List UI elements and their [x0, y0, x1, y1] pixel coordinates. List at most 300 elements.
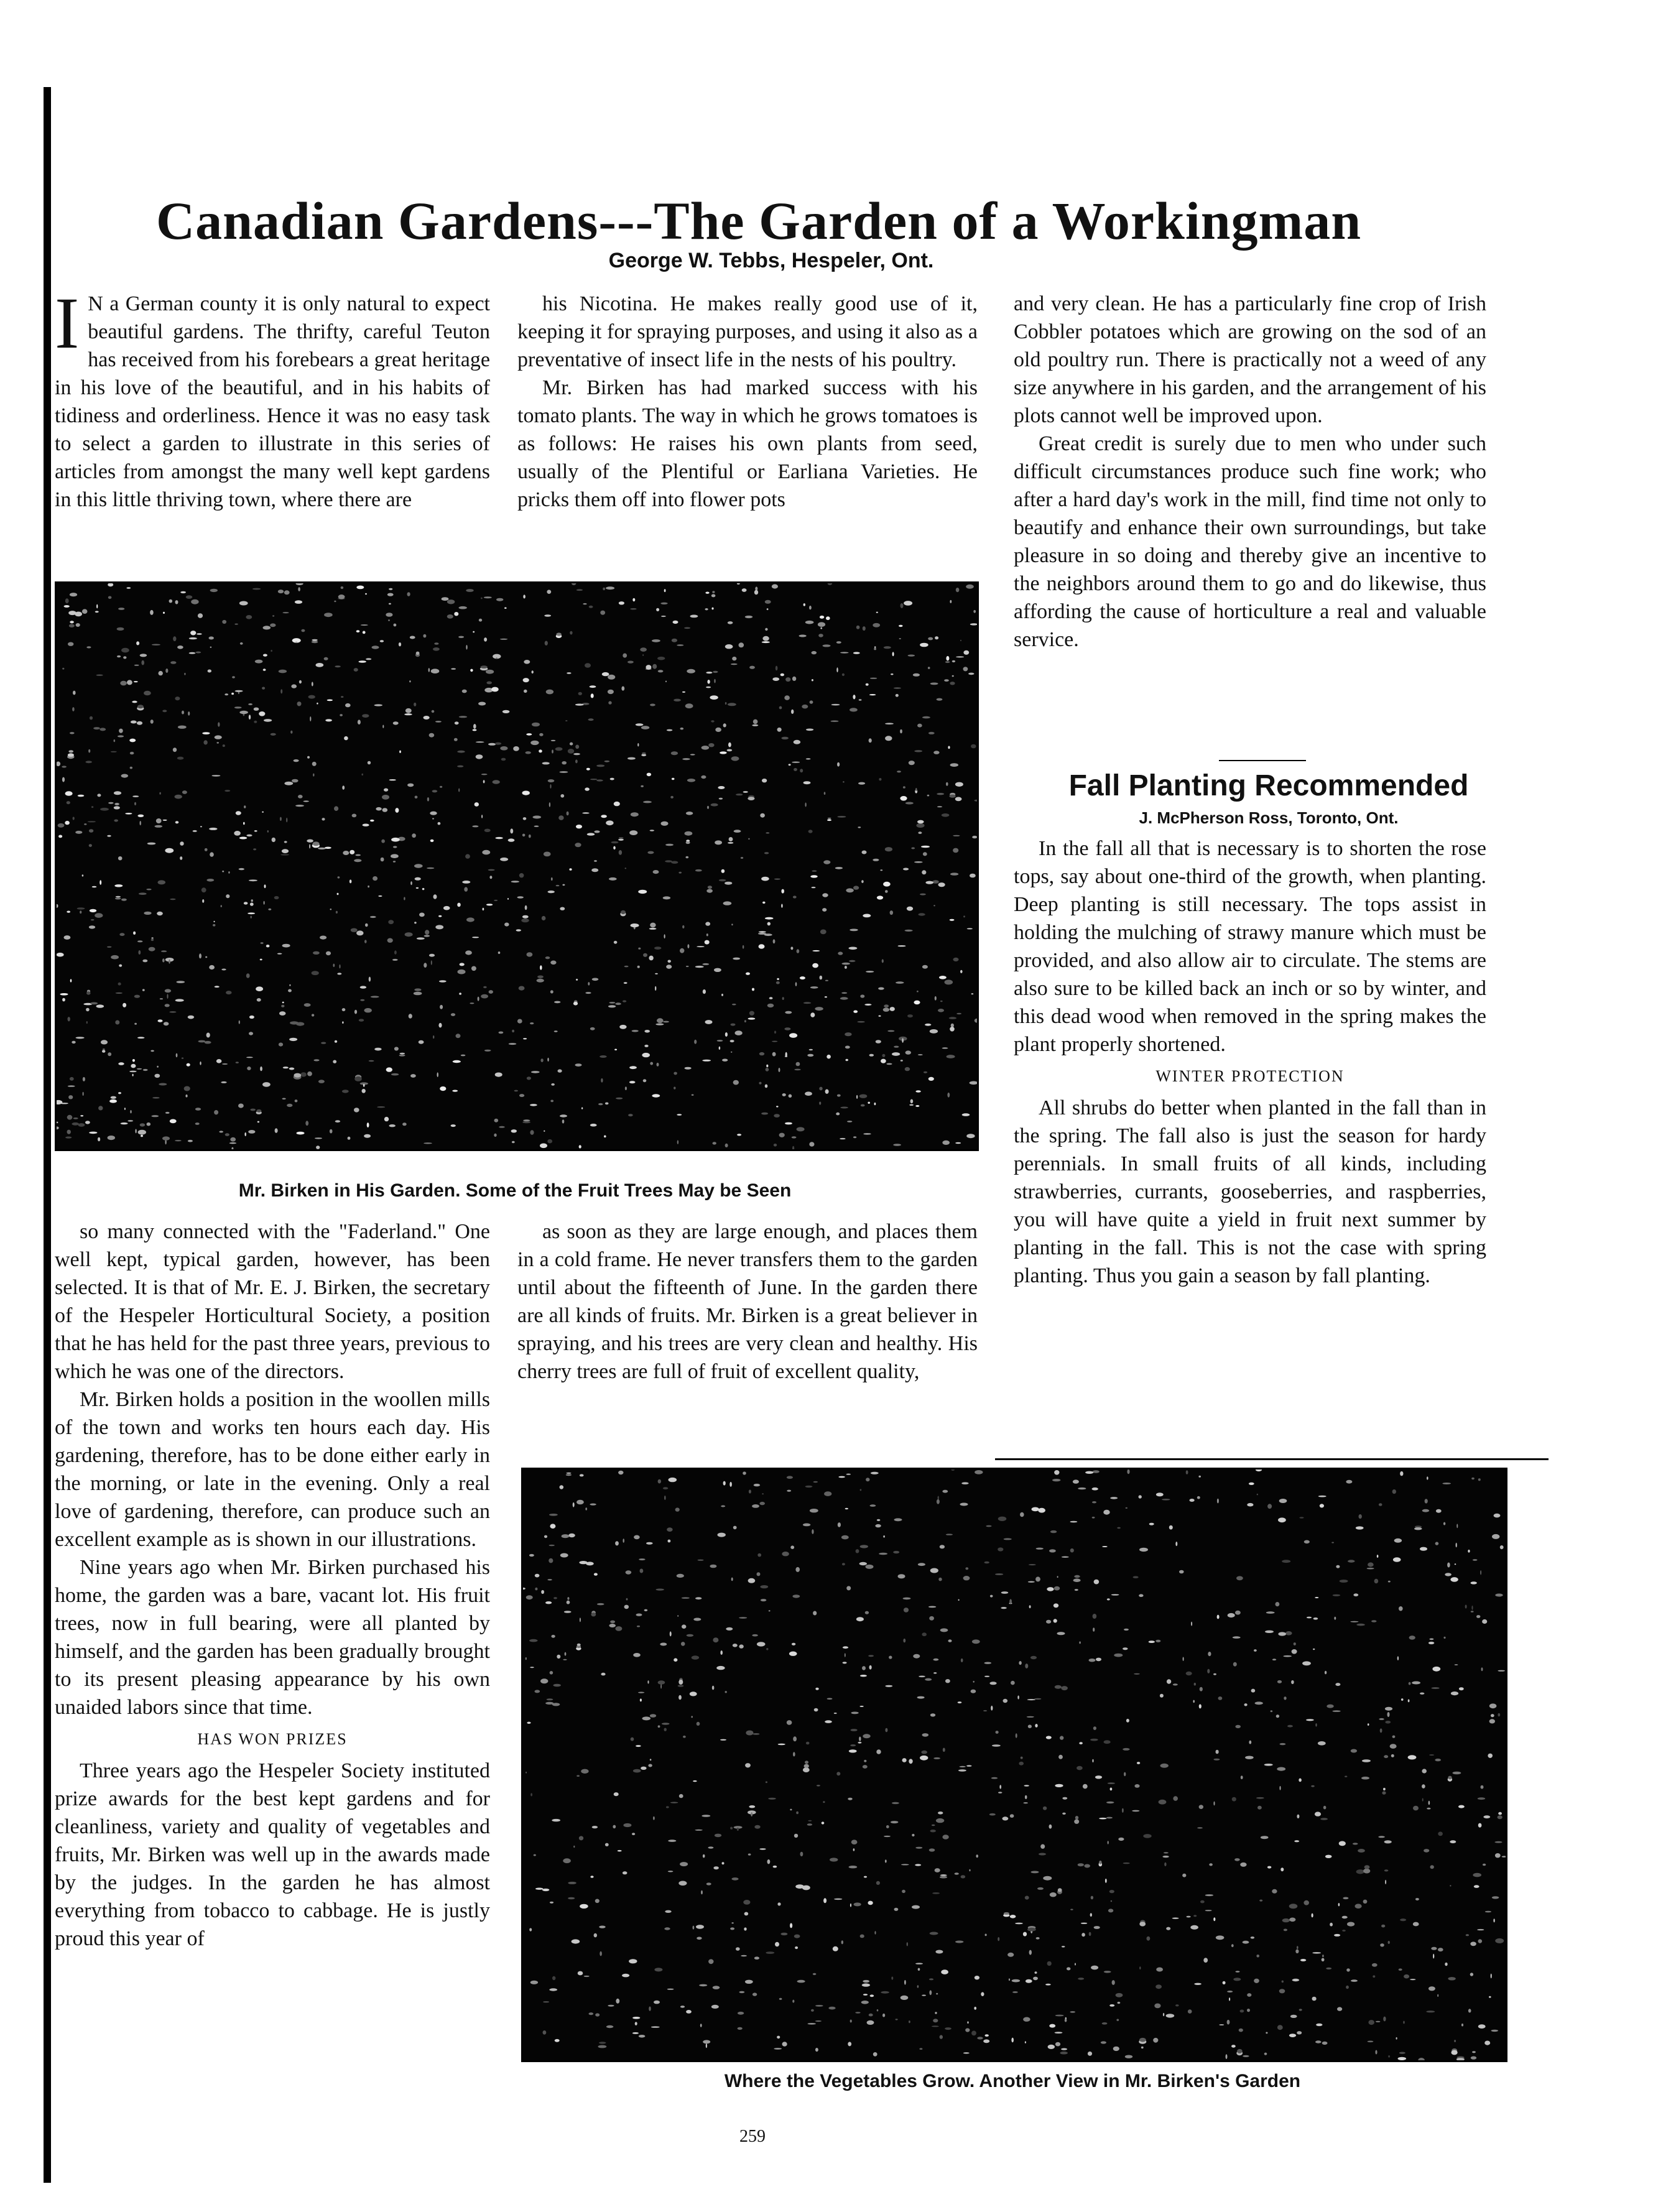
foliage-speck	[862, 1666, 866, 1670]
foliage-speck	[257, 998, 261, 1002]
foliage-speck	[530, 1667, 534, 1668]
foliage-speck	[754, 1825, 760, 1829]
foliage-speck	[712, 1686, 715, 1690]
foliage-speck	[1313, 1649, 1315, 1650]
foliage-speck	[866, 971, 874, 973]
foliage-speck	[1106, 1817, 1113, 1819]
foliage-speck	[826, 616, 830, 620]
foliage-speck	[640, 647, 647, 652]
foliage-speck	[1233, 1662, 1237, 1667]
foliage-speck	[797, 1980, 805, 1983]
foliage-speck	[900, 729, 902, 734]
foliage-speck	[1458, 1805, 1465, 1808]
foliage-speck	[1053, 1603, 1058, 1608]
photo-1-foliage	[57, 583, 977, 1149]
foliage-speck	[1292, 1649, 1297, 1654]
foliage-speck	[221, 905, 222, 907]
foliage-speck	[363, 631, 366, 634]
foliage-speck	[1266, 2032, 1267, 2034]
foliage-speck	[865, 1611, 869, 1614]
foliage-speck	[1188, 2009, 1192, 2014]
foliage-speck	[1400, 1918, 1406, 1921]
foliage-speck	[1208, 1652, 1211, 1656]
foliage-speck	[182, 1058, 183, 1059]
foliage-speck	[365, 593, 367, 595]
foliage-speck	[917, 820, 924, 824]
foliage-speck	[573, 1002, 578, 1006]
foliage-speck	[154, 1074, 160, 1078]
foliage-speck	[711, 720, 714, 723]
foliage-speck	[429, 954, 435, 957]
foliage-speck	[57, 953, 64, 957]
foliage-speck	[614, 941, 618, 944]
foliage-speck	[1216, 1935, 1225, 1940]
foliage-speck	[1070, 1548, 1074, 1553]
foliage-speck	[1374, 1579, 1379, 1584]
foliage-speck	[1095, 1775, 1102, 1779]
foliage-speck	[566, 1473, 571, 1474]
foliage-speck	[781, 737, 789, 739]
foliage-speck	[835, 867, 843, 869]
foliage-speck	[868, 1102, 870, 1104]
foliage-speck	[566, 1474, 572, 1476]
foliage-speck	[222, 620, 226, 624]
foliage-speck	[1093, 1627, 1095, 1632]
foliage-speck	[834, 1899, 842, 1900]
foliage-speck	[1413, 1806, 1419, 1811]
foliage-speck	[1474, 1885, 1479, 1888]
foliage-speck	[132, 1074, 134, 1076]
paragraph: Nine years ago when Mr. Birken purchased his home, the garden was a bare, vacant lot. His fruit trees, now in full bearing, were all planted by himself, and the garden has been gradually brought to its present pleasing appearance by his own unaided labors since that time.	[55, 1556, 490, 1719]
foliage-speck	[102, 1050, 105, 1052]
foliage-speck	[1265, 1631, 1274, 1633]
foliage-speck	[985, 2034, 989, 2037]
foliage-speck	[631, 923, 639, 927]
foliage-speck	[735, 1030, 743, 1035]
foliage-speck	[1468, 1550, 1470, 1553]
foliage-speck	[1183, 1657, 1184, 1661]
foliage-speck	[317, 703, 318, 705]
foliage-speck	[604, 761, 610, 762]
foliage-speck	[1110, 1497, 1118, 1499]
foliage-speck	[1489, 1703, 1497, 1708]
foliage-speck	[1009, 1599, 1012, 1603]
foliage-speck	[333, 1060, 336, 1063]
foliage-speck	[1247, 1993, 1251, 1997]
foliage-speck	[222, 1063, 228, 1065]
foliage-speck	[1194, 1983, 1202, 1985]
foliage-speck	[878, 988, 884, 990]
foliage-speck	[592, 978, 599, 981]
foliage-speck	[1132, 1810, 1139, 1812]
foliage-speck	[760, 1585, 768, 1588]
foliage-speck	[1137, 1762, 1140, 1764]
foliage-speck	[725, 644, 733, 649]
foliage-speck	[917, 1985, 919, 1988]
foliage-speck	[752, 1733, 759, 1735]
foliage-speck	[938, 1496, 939, 1499]
foliage-speck	[414, 992, 422, 996]
foliage-speck	[901, 1864, 909, 1865]
foliage-speck	[596, 779, 603, 781]
foliage-speck	[713, 1142, 716, 1144]
foliage-speck	[898, 1574, 905, 1578]
foliage-speck	[720, 1650, 723, 1655]
foliage-speck	[937, 793, 944, 795]
foliage-speck	[1428, 1642, 1434, 1644]
foliage-speck	[489, 876, 492, 879]
foliage-speck	[805, 621, 814, 624]
foliage-speck	[1155, 1640, 1160, 1642]
foliage-speck	[863, 1994, 868, 1996]
foliage-speck	[774, 2048, 782, 2050]
foliage-speck	[1327, 1705, 1333, 1708]
foliage-speck	[476, 754, 483, 759]
foliage-speck	[209, 828, 217, 830]
foliage-speck	[858, 1021, 865, 1023]
foliage-speck	[1368, 1723, 1369, 1726]
foliage-speck	[940, 2035, 943, 2038]
foliage-speck	[414, 864, 423, 868]
foliage-speck	[298, 795, 303, 798]
foliage-speck	[642, 1053, 650, 1057]
foliage-speck	[205, 1041, 211, 1044]
foliage-speck	[913, 1654, 920, 1659]
paragraph	[55, 282, 490, 514]
foliage-speck	[648, 1764, 652, 1767]
foliage-speck	[457, 751, 465, 753]
foliage-speck	[896, 981, 904, 984]
foliage-speck	[1282, 1918, 1290, 1922]
foliage-speck	[866, 1478, 869, 1481]
foliage-speck	[810, 875, 818, 877]
foliage-speck	[301, 629, 305, 632]
foliage-speck	[665, 844, 674, 846]
foliage-speck	[937, 806, 942, 807]
foliage-speck	[1453, 1772, 1461, 1775]
foliage-speck	[225, 790, 230, 792]
foliage-speck	[550, 1902, 553, 1904]
foliage-speck	[885, 847, 892, 851]
foliage-speck	[1408, 1755, 1417, 1759]
foliage-speck	[802, 705, 808, 709]
foliage-speck	[1249, 1483, 1254, 1485]
foliage-speck	[127, 680, 132, 685]
foliage-speck	[1187, 1916, 1191, 1918]
foliage-speck	[761, 877, 769, 881]
foliage-speck	[874, 1931, 876, 1935]
foliage-speck	[131, 721, 137, 724]
foliage-speck	[248, 703, 252, 705]
foliage-speck	[1109, 1890, 1114, 1893]
foliage-speck	[687, 1634, 694, 1637]
foliage-speck	[1133, 1576, 1139, 1578]
foliage-speck	[714, 679, 715, 683]
foliage-speck	[581, 1769, 588, 1774]
foliage-speck	[590, 1876, 593, 1878]
foliage-speck	[629, 1066, 637, 1069]
foliage-speck	[759, 1848, 766, 1849]
foliage-speck	[1001, 1591, 1009, 1594]
foliage-speck	[828, 818, 831, 819]
foliage-speck	[911, 847, 915, 849]
foliage-speck	[739, 1644, 743, 1648]
foliage-speck	[1139, 1966, 1141, 1969]
foliage-speck	[904, 1980, 906, 1985]
foliage-speck	[942, 813, 950, 817]
foliage-speck	[660, 603, 667, 604]
foliage-speck	[585, 787, 590, 790]
foliage-speck	[651, 2026, 660, 2027]
foliage-speck	[376, 807, 381, 811]
foliage-speck	[410, 1074, 416, 1078]
foliage-speck	[92, 886, 96, 888]
foliage-speck	[615, 1541, 619, 1545]
foliage-speck	[586, 768, 590, 770]
foliage-speck	[1243, 2055, 1249, 2057]
foliage-speck	[681, 1642, 685, 1646]
foliage-speck	[779, 706, 782, 710]
foliage-speck	[264, 884, 266, 888]
foliage-speck	[761, 1599, 766, 1601]
foliage-speck	[683, 1736, 686, 1738]
foliage-speck	[638, 890, 647, 894]
foliage-speck	[924, 1071, 927, 1073]
foliage-speck	[701, 1890, 703, 1895]
foliage-speck	[254, 830, 257, 832]
foliage-speck	[1062, 1797, 1067, 1800]
foliage-speck	[529, 1928, 532, 1931]
foliage-speck	[341, 586, 344, 589]
foliage-speck	[795, 1567, 800, 1572]
foliage-speck	[1294, 1642, 1296, 1645]
foliage-speck	[560, 771, 568, 773]
foliage-speck	[685, 703, 693, 708]
foliage-speck	[345, 703, 351, 707]
foliage-speck	[1104, 1740, 1111, 1744]
foliage-speck	[773, 1866, 777, 1868]
foliage-speck	[282, 1098, 286, 1100]
foliage-speck	[789, 764, 791, 766]
foliage-speck	[626, 1570, 632, 1574]
foliage-speck	[1356, 1869, 1364, 1874]
foliage-speck	[1409, 1636, 1415, 1640]
foliage-speck	[818, 622, 825, 627]
paragraph: Mr. Birken holds a position in the woollen mills of the town and works ten hours each day. His gardening, therefore, has to be done either early in the morning, or late in the evening. Only a real love of gardening, therefore, can produce such an excellent example as is shown in our illustrations.	[55, 1388, 490, 1551]
column-1-top	[55, 282, 490, 514]
photo-2-foliage	[523, 1469, 1506, 2060]
foliage-speck	[304, 1003, 311, 1007]
foliage-speck	[1073, 1479, 1079, 1483]
foliage-speck	[905, 802, 914, 805]
foliage-speck	[199, 953, 201, 958]
foliage-speck	[861, 2001, 869, 2004]
foliage-speck	[65, 791, 73, 796]
foliage-speck	[928, 1077, 934, 1081]
foliage-speck	[501, 758, 506, 761]
foliage-speck	[961, 1875, 966, 1878]
photo-1-caption: Mr. Birken in His Garden. Some of the Fruit Trees May be Seen	[238, 1180, 792, 1201]
foliage-speck	[130, 752, 134, 754]
foliage-speck	[62, 777, 65, 782]
foliage-speck	[609, 1002, 615, 1004]
foliage-speck	[189, 637, 197, 639]
foliage-speck	[613, 846, 616, 850]
foliage-speck	[782, 2042, 787, 2047]
foliage-speck	[1035, 1724, 1037, 1728]
foliage-speck	[854, 1902, 861, 1906]
foliage-speck	[483, 986, 487, 988]
foliage-speck	[266, 945, 270, 947]
foliage-speck	[1300, 1959, 1306, 1961]
foliage-speck	[352, 814, 357, 818]
foliage-speck	[57, 904, 58, 908]
foliage-speck	[642, 654, 644, 656]
foliage-speck	[1495, 1853, 1501, 1858]
foliage-speck	[1491, 2030, 1499, 2032]
foliage-speck	[668, 1839, 676, 1842]
foliage-speck	[1333, 1594, 1340, 1596]
foliage-speck	[526, 751, 531, 754]
foliage-speck	[551, 1083, 555, 1086]
foliage-speck	[134, 665, 139, 666]
foliage-speck	[1478, 1797, 1485, 1800]
foliage-speck	[551, 740, 556, 741]
foliage-speck	[715, 1834, 721, 1838]
foliage-speck	[712, 591, 715, 593]
foliage-speck	[585, 1507, 587, 1510]
foliage-speck	[749, 1805, 755, 1808]
foliage-speck	[310, 716, 311, 721]
foliage-speck	[745, 616, 752, 618]
foliage-speck	[837, 1094, 841, 1097]
foliage-speck	[62, 766, 67, 767]
foliage-speck	[806, 758, 811, 759]
foliage-speck	[1429, 1638, 1433, 1640]
foliage-speck	[189, 652, 196, 654]
foliage-speck	[1494, 1514, 1501, 1518]
foliage-speck	[132, 701, 137, 703]
column-1-bottom	[55, 1218, 490, 1953]
foliage-speck	[1299, 2009, 1302, 2011]
foliage-speck	[118, 735, 124, 737]
foliage-speck	[1491, 1714, 1494, 1717]
foliage-speck	[1057, 1576, 1058, 1578]
foliage-speck	[511, 881, 519, 882]
foliage-speck	[820, 627, 822, 629]
foliage-speck	[824, 792, 826, 795]
foliage-speck	[350, 879, 352, 883]
foliage-speck	[85, 1121, 90, 1124]
foliage-speck	[845, 966, 847, 969]
foliage-speck	[736, 1947, 740, 1951]
foliage-speck	[808, 2023, 816, 2025]
foliage-speck	[1483, 1815, 1490, 1818]
foliage-speck	[256, 1109, 261, 1113]
foliage-speck	[646, 665, 651, 670]
foliage-speck	[1134, 1784, 1139, 1788]
foliage-speck	[625, 868, 627, 869]
foliage-speck	[799, 635, 807, 637]
foliage-speck	[419, 1040, 424, 1044]
foliage-speck	[1495, 1594, 1503, 1597]
foliage-speck	[616, 1999, 619, 2004]
foliage-speck	[922, 965, 928, 969]
foliage-speck	[601, 1078, 603, 1083]
foliage-speck	[900, 796, 907, 801]
foliage-speck	[859, 1706, 864, 1707]
foliage-speck	[789, 1094, 792, 1098]
foliage-speck	[706, 687, 711, 688]
foliage-speck	[677, 1114, 682, 1116]
foliage-speck	[1485, 1911, 1491, 1913]
foliage-speck	[1049, 1549, 1056, 1552]
foliage-speck	[915, 1847, 922, 1849]
foliage-speck	[313, 951, 320, 955]
foliage-speck	[543, 2030, 547, 2035]
foliage-speck	[792, 1136, 797, 1138]
foliage-speck	[869, 738, 872, 743]
foliage-speck	[203, 740, 207, 744]
foliage-speck	[920, 894, 926, 895]
foliage-speck	[1175, 2004, 1179, 2006]
foliage-speck	[720, 1739, 726, 1741]
foliage-speck	[975, 1976, 979, 1979]
foliage-speck	[836, 1113, 840, 1116]
foliage-speck	[384, 1117, 389, 1121]
foliage-speck	[928, 667, 930, 669]
foliage-speck	[950, 872, 958, 875]
foliage-speck	[903, 1639, 905, 1642]
foliage-speck	[1471, 1611, 1474, 1613]
foliage-speck	[654, 2001, 660, 2004]
foliage-speck	[83, 1077, 85, 1081]
foliage-speck	[915, 1864, 921, 1866]
foliage-speck	[702, 1060, 711, 1062]
foliage-speck	[151, 939, 154, 942]
foliage-speck	[848, 2042, 851, 2046]
foliage-speck	[961, 1659, 963, 1662]
foliage-speck	[430, 840, 434, 842]
foliage-speck	[672, 778, 675, 780]
foliage-speck	[650, 830, 654, 831]
foliage-speck	[1433, 1954, 1434, 1959]
foliage-speck	[134, 995, 140, 998]
foliage-speck	[918, 1054, 923, 1055]
foliage-speck	[540, 1144, 547, 1149]
foliage-speck	[968, 673, 974, 675]
foliage-speck	[996, 1731, 999, 1734]
foliage-speck	[107, 946, 111, 948]
foliage-speck	[781, 904, 782, 907]
foliage-speck	[272, 838, 276, 842]
foliage-speck	[1050, 1892, 1057, 1897]
foliage-speck	[121, 899, 127, 901]
foliage-speck	[295, 1099, 298, 1102]
foliage-speck	[1320, 1818, 1328, 1820]
foliage-speck	[1353, 1593, 1358, 1596]
foliage-speck	[1438, 1831, 1443, 1836]
foliage-speck	[334, 806, 338, 811]
foliage-speck	[1055, 2032, 1063, 2034]
foliage-speck	[705, 1020, 713, 1024]
foliage-speck	[462, 690, 467, 693]
foliage-speck	[141, 1135, 143, 1137]
foliage-speck	[881, 1059, 886, 1063]
foliage-speck	[917, 991, 919, 993]
foliage-speck	[409, 680, 410, 682]
foliage-speck	[955, 1872, 959, 1875]
